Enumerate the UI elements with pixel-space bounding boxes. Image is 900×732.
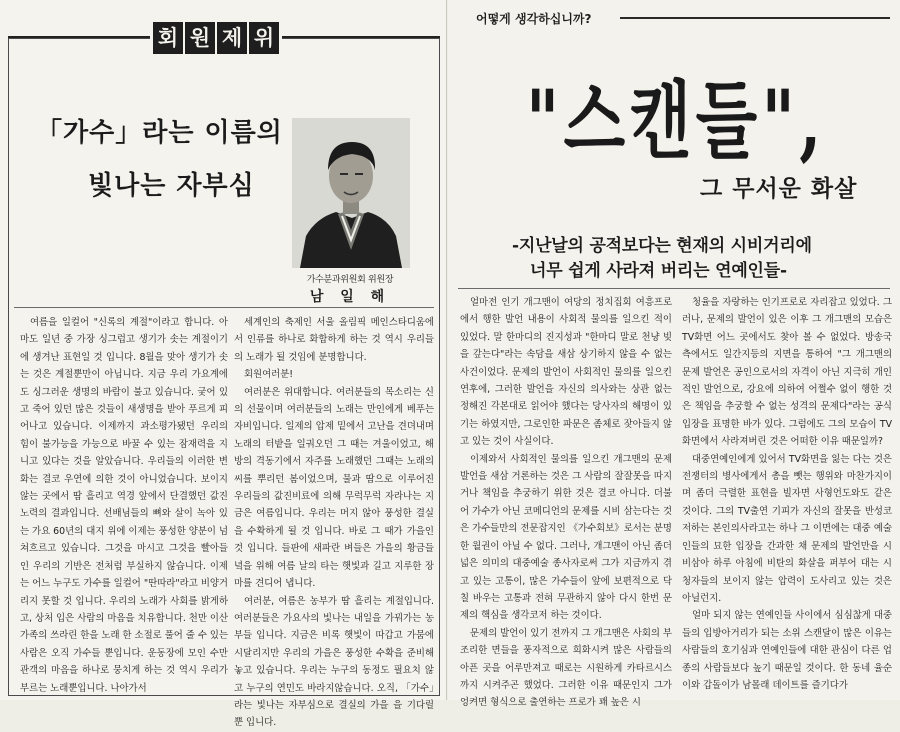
body-divider [458, 288, 890, 289]
right-page [448, 0, 900, 709]
section-tag-char: 제 [217, 22, 247, 54]
paragraph: 여러분, 여름은 농부가 땀 흘리는 계절입니다. 여러분들은 가요사의 빛나는 내일을 가꿔가는 농부들 입니다. 지금은 비록 햇빛이 따갑고 가뭄에 시달리지만 우리의 가을은 풍성한 수확을 준비해 놓고 있습니다. 우리는 누구의 동정도 필요치 않고 누구의 연민도 바라지않습니다. 오직, 「가수」라는 빛나는 자부심으로 결실의 가을 을 기다릴 뿐 입니다. [234, 595, 434, 729]
photo-caption-role: 가수분과위원회 위원장 [306, 275, 394, 285]
section-tag-char: 위 [249, 22, 279, 54]
brush-title [516, 52, 836, 170]
paragraph: 세계인의 축제인 서울 올림픽 메인스타디움에서 인류를 하나로 화합하게 하는 것 역시 우리들의 노래가 될 것임에 분명합니다. [234, 317, 434, 363]
paragraph: 이제와서 사회적인 물의를 일으킨 개그맨의 문제 발언을 새삼 거론하는 것은 그 사람의 잘잘못을 따지거나 책임을 추궁하기 위한 것은 결코 아니다. 더불어 가수가 아닌 코메디언의 문제를 시비 삼는다는 것은 가수들만의 전문잡지인 《가수회보》로서는 분명한 월권이 아닐 수 없다. 그러나, 개그맨이 아닌 좀더 넓은 의미의 대중예술 종사자로써 그가 지금까지 겪고 있는 고통이, 많은 가수들이 앞에 보편적으로 닥칠 바우는 고통과 전혀 무관하지 않아 다시 한번 문제의 핵심을 생각코저 하는 것이다. [460, 453, 672, 622]
brush-title-text: "스캔들", [526, 71, 826, 170]
section-tag [150, 22, 282, 54]
paragraph: 문제의 발언이 있기 전까지 그 개그맨은 사회의 부조리한 면들을 풍자적으로 희화시켜 많은 사람들의 아픈 곳을 어루만져고 때로는 시원하게 카타르시스까지 시켜주곤 했었다. 그러한 이유 때문인지 그가 엉켜면 형식으로 출연하는 프로가 꽤 높은 시 [460, 627, 672, 709]
left-body-column-1 [20, 314, 228, 694]
section-tag-char: 회 [153, 22, 183, 54]
headline-line2: 빛나는 자부심 [88, 171, 255, 201]
left-page [0, 0, 447, 729]
photo-caption-name: 남 일 해 [309, 289, 391, 305]
section-tag-char: 원 [185, 22, 215, 54]
body-divider [14, 307, 434, 308]
right-body-column-2 [682, 294, 892, 694]
kicker: 어떻게 생각하십니까? [476, 12, 592, 26]
portrait-illustration [292, 118, 410, 268]
paragraph: 얼마전 인기 개그맨이 여당의 정치집회 여흥프로에서 행한 발언 내용이 사회적 물의를 일으킨 적이 있었다. 말 한마디의 진지성과 "한마디 말로 천냥 빚을 갚는다"라는 속담을 새삼 상기하지 않을 수 없는 사건이었다. 문제의 발언이 사회적인 물의를 일으킨 연후에, 그러한 발언을 자신의 의사와는 상관 없는 정해진 각본대로 읽어야 했다는 당사자의 해명이 있기는 하였지만, 그로인한 파문은 좀체로 잦아들지 않고 있는 것이 사실이다. [460, 297, 672, 448]
paragraph: 청율을 자랑하는 인기프로로 자리잡고 있었다. 그러나, 문제의 발언이 있은 이후 그 개그맨의 모습은 TV화면 어느 곳에서도 찾아 볼 수 없었다. 방송국 측에서도 일간지등의 지면을 통하여 "그 개그맨의 문제 발언은 공인으로서의 자격이 아닌 지극히 개인적인 발언으로, 강요에 의하여 어쩔수 없이 행한 것은 책임을 추궁할 수 없는 성격의 문제다"라는 공식 입장을 표명한 바가 있다. 그럼에도 그의 모습이 TV 화면에서 사라져버린 것은 어떠한 이유 때문일까? [682, 297, 892, 448]
left-body-column-2 [234, 314, 434, 729]
deck-line2: 너무 쉽게 사라져 버리는 연예인들- [530, 261, 787, 281]
paragraph: 여러분은 위대합니다. 여러분들의 목소리는 신의 선물이며 여러분들의 노래는 만인에게 베푸는 자비입니다. 일제의 압제 밑에서 고난을 견뎌내며 노래의 터밭을 일궈오던 그 때는 겨울이었고, 해방의 격동기에서 자주를 노래했던 그때는 노래의 씨를 뿌리던 봄이었으며, 물과 땀으로 이루어진 우리들의 값진비료에 의해 무럭무럭 자라나는 지금은 여름입니다. 우리는 머지 않아 풍성한 결실을 수확하게 될 것 입니다. 바로 그 때가 가을인 것 입니다. 들판에 새파란 벼들은 가을의 황금들녘을 위해 여름 날의 타는 햇빛과 길고 지루한 장마를 견디어 냅니다. [234, 386, 434, 590]
paragraph: 대중연예인에게 있어서 TV화면을 잃는 다는 것은 전쟁터의 병사에게서 총을 뺏는 행위와 마찬가지이며 좀더 극렬한 표현을 빌자면 사형언도와도 같은 것이다. 그의 TV출연 기피가 자신의 잘못을 반성코저하는 본인의사라고는 하나 그 이면에는 대중 예술인들의 묘한 입장을 간과한 채 문제의 발언만을 시비삼아 하루 아침에 비탄의 화살을 퍼부어 대는 시청자들의 보이지 않는 압력이 도사리고 있는 것은 아닐런지. [682, 453, 892, 604]
portrait-photo [292, 118, 410, 268]
paragraph: 얼마 되지 않는 연예인들 사이에서 심심찮게 대중들의 입방아거리가 되는 소위 스캔달이 많은 이유는 사람들의 호기심과 연예인들에 대한 관심이 다른 업종의 사람들보다 높기 때문일 것이다. 한 동네 율순이와 갑돌이가 남몰래 데이트를 즐기다가 [682, 610, 892, 691]
kicker-rule [620, 17, 890, 19]
right-body-column-1 [460, 294, 672, 709]
paragraph: 여름을 일컬어 "신록의 계절"이라고 합니다. 아마도 일년 중 가장 싱그럽고 생기가 솟는 계절이기에 생겨난 표현일 것 입니다. 8월을 맞아 생기가 솟는 것은 계절뿐만이 아닙니다. 지금 우리 가요계에도 싱그러운 생명의 바람이 불고 있습니다. 궂어 있고 죽어 있던 많은 것들이 새생명을 받아 푸르게 피어나고 있습니다. 이제까지 과소평가됐던 우리의 힘이 불가능을 가능으로 바꿀 수 있는 잠재력을 지니고 있다는 것을 알았습니다. 우리들의 이러한 변화는 결코 우연에 의한 것이 아니었습니다. 보이지 않는 곳에서 땀 흘리고 역경 앞에서 단결했던 값진 노력의 결과입니다. 선배님들의 뼈와 살이 녹아 있는 가요 60년의 대지 위에 이제는 풍성한 양분이 넘쳐흐르고 있습니다. 그것을 마시고 그것을 빨아들인 우리의 기반은 전처럼 부실하지 않습니다. 이제는 어느 누구도 가수를 일컬어 "딴따라"라고 비양거리지 못할 것 입니다. 우리의 노래가 사회를 밝게하고, 상처 입은 사람의 마음을 치유합니다. 천만 이산가족의 쓰라린 한을 노래 한 소절로 풀어 줄 수 있는 사람은 오직 가수들 뿐입니다. 운동장에 모인 수만 관객의 마음을 하나로 뭉치게 하는 것 역시 우리가 부르는 노래뿐입니다. 나아가서 [20, 317, 228, 694]
headline-line1: 「가수」라는 이름의 [36, 118, 283, 148]
subhead: 그 무서운 화살 [700, 176, 858, 202]
paragraph: 회원여러분! [244, 369, 294, 381]
deck-line1: -지난날의 공적보다는 현재의 시비거리에 [512, 236, 812, 256]
